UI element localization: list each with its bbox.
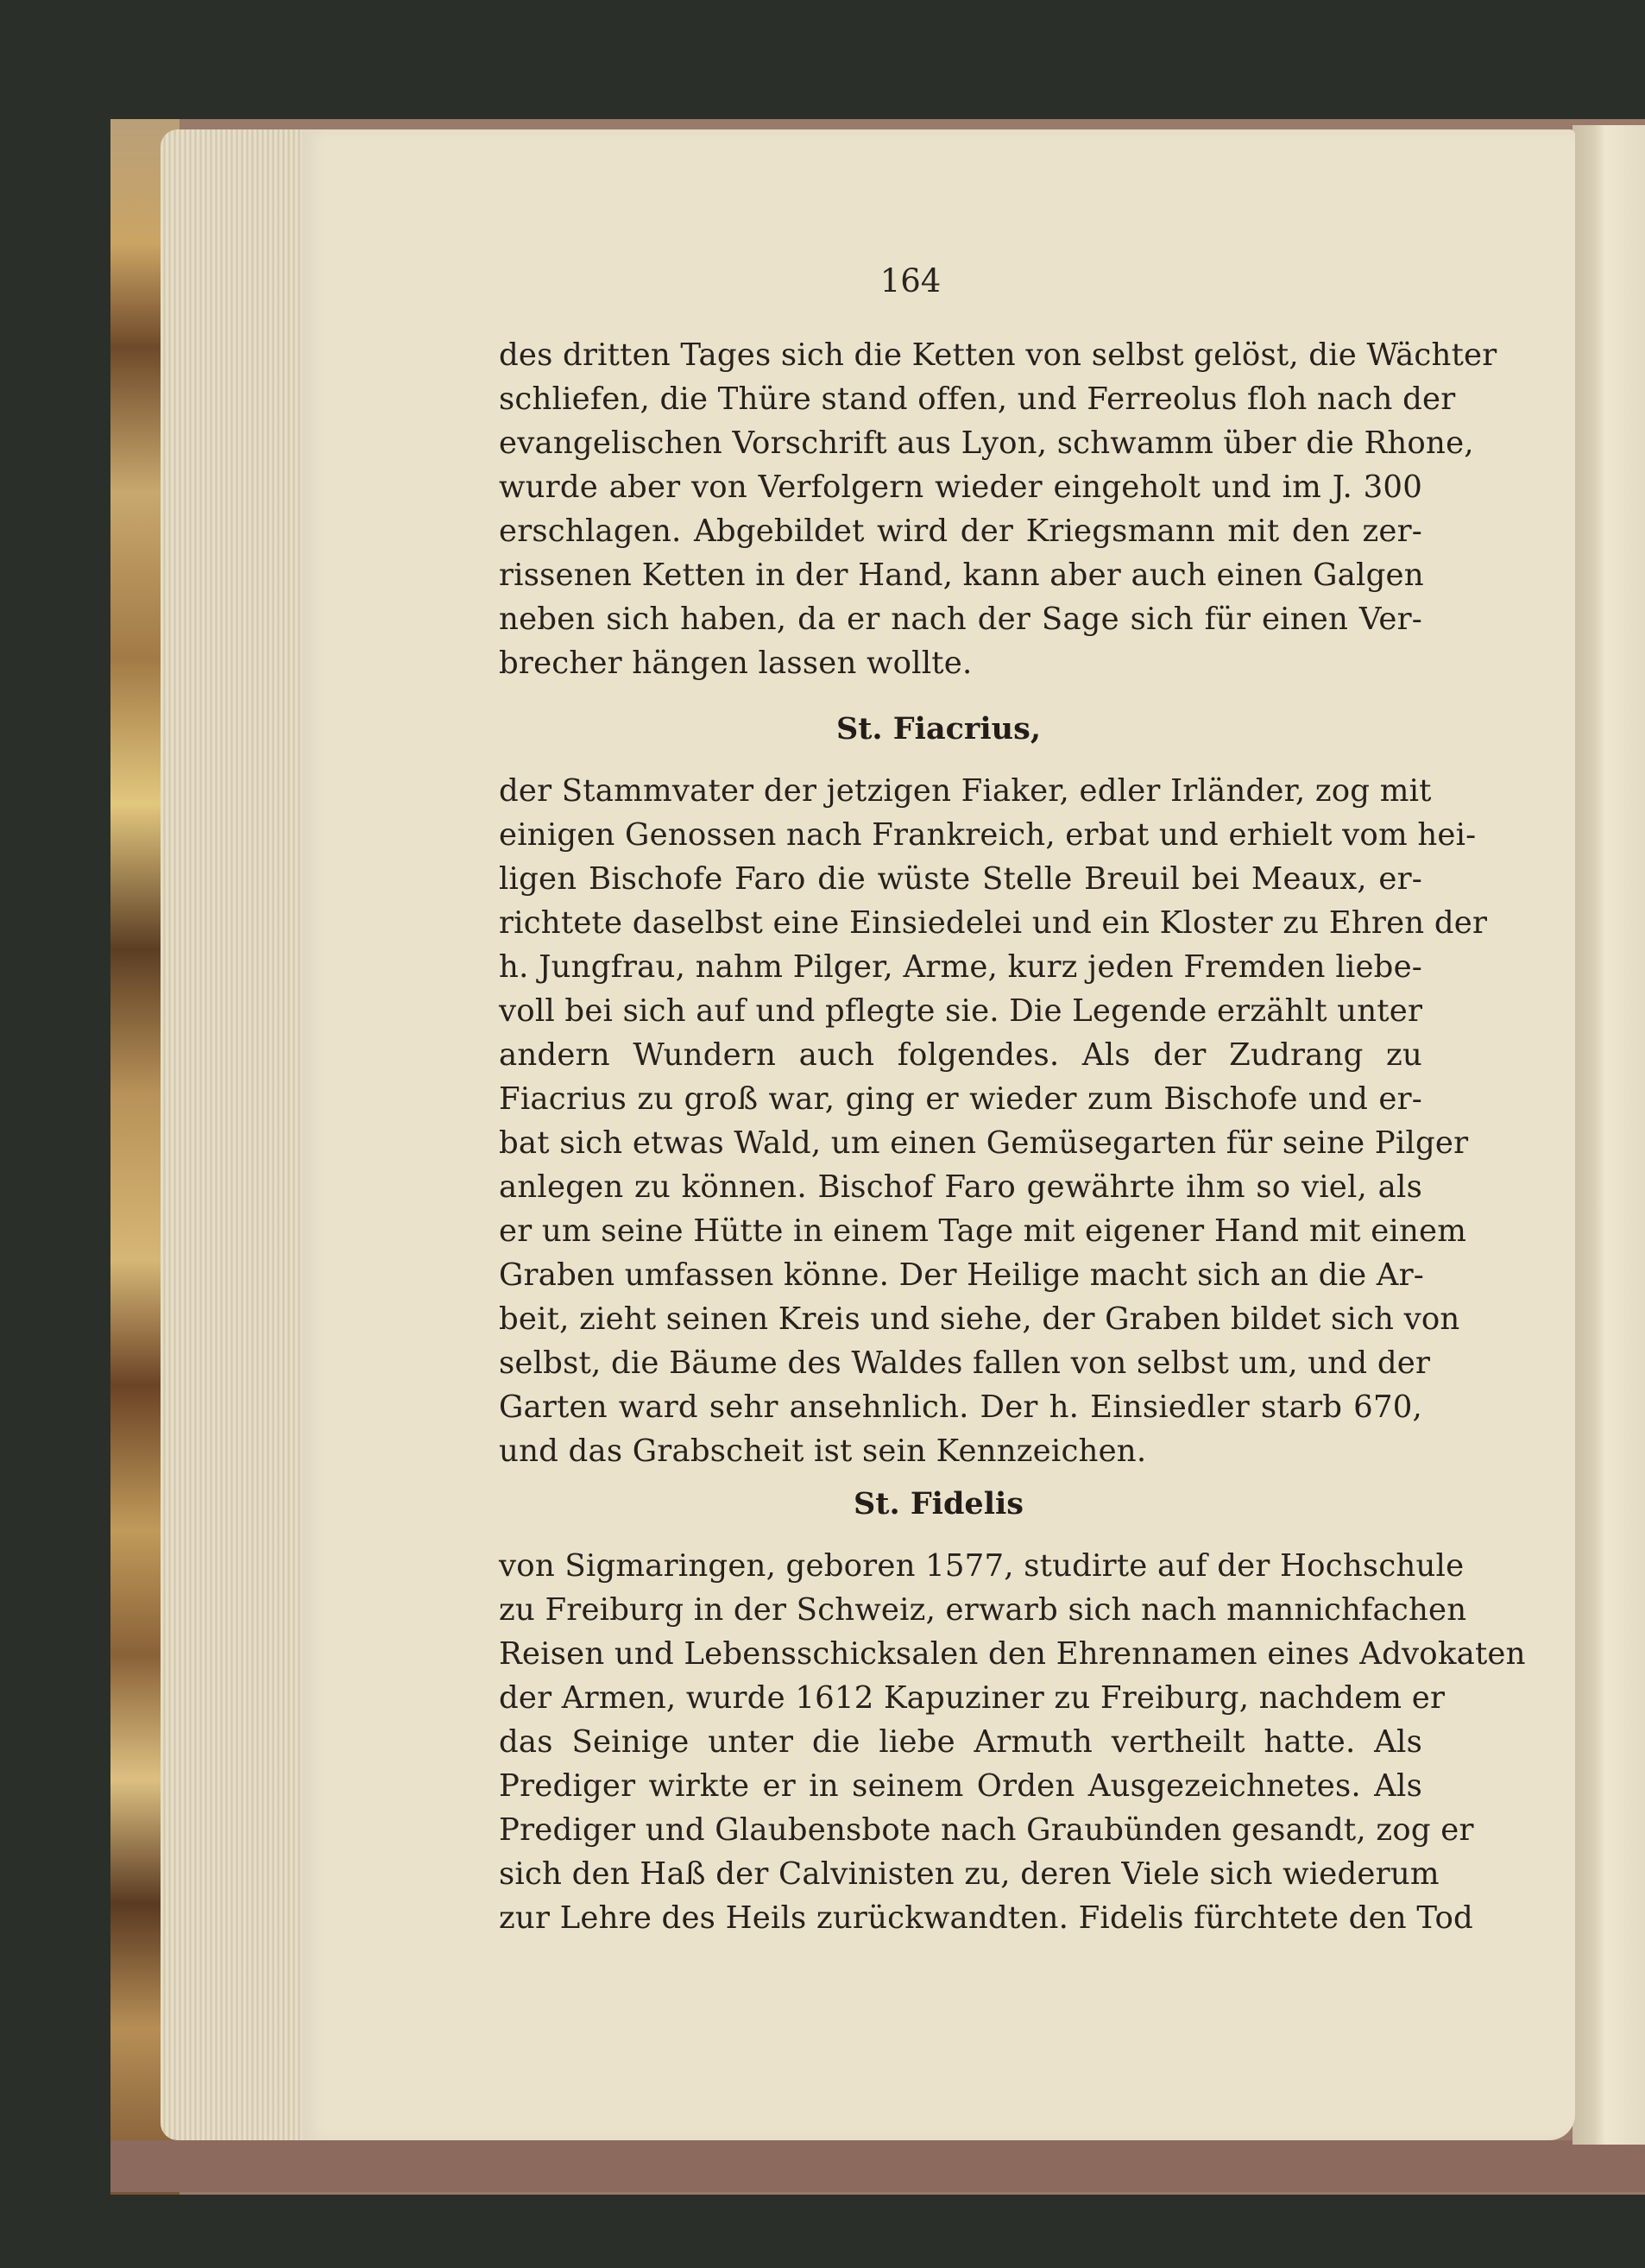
text-line: rissenen Ketten in der Hand, kann aber auch einen Galgen — [499, 558, 1424, 593]
text-line: h. Jungfrau, nahm Pilger, Arme, kurz jeden Fremden liebe- — [499, 949, 1422, 985]
text-line: zur Lehre des Heils zurückwandten. Fidelis fürchtete den Tod — [499, 1900, 1473, 1936]
text-line: Garten ward sehr ansehnlich. Der h. Einsiedler starb 670, — [499, 1389, 1422, 1425]
text-line: erschlagen. Abgebildet wird der Kriegsmann mit den zer- — [499, 513, 1422, 549]
text-line: der Armen, wurde 1612 Kapuziner zu Freiburg, nachdem er — [499, 1680, 1446, 1716]
text-line: andern Wundern auch folgendes. Als der Zudrang zu — [499, 1037, 1422, 1073]
text-line: er um seine Hütte in einem Tage mit eigener Hand mit einem — [499, 1213, 1467, 1249]
page-block-leaves — [161, 129, 307, 2140]
text-line: brecher hängen lassen wollte. — [499, 646, 973, 681]
text-line: evangelischen Vorschrift aus Lyon, schwamm über die Rhone, — [499, 425, 1474, 461]
text-line: zu Freiburg in der Schweiz, erwarb sich nach mannichfachen — [499, 1592, 1467, 1628]
text-line: das Seinige unter die liebe Armuth vertheilt hatte. Als — [499, 1724, 1422, 1760]
book-cover-bottom — [110, 2140, 1645, 2192]
text-line: Prediger wirkte er in seinem Orden Ausgezeichnetes. Als — [499, 1768, 1422, 1804]
heading-st-fidelis: St. Fidelis — [854, 1486, 1024, 1521]
text-line: Reisen und Lebensschicksalen den Ehrennamen eines Advokaten — [499, 1636, 1526, 1672]
facing-page-edge — [1573, 125, 1645, 2145]
text-line: selbst, die Bäume des Waldes fallen von selbst um, und der — [499, 1345, 1431, 1381]
text-line: bat sich etwas Wald, um einen Gemüsegarten für seine Pilger — [499, 1125, 1469, 1161]
paragraph-fidelis — [499, 1544, 1526, 1940]
text-line: Fiacrius zu groß war, ging er wieder zum Bischofe und er- — [499, 1081, 1422, 1117]
paragraph-ferreolus — [499, 333, 1497, 685]
text-line: der Stammvater der jetzigen Fiaker, edler Irländer, zog mit — [499, 773, 1432, 809]
text-line: neben sich haben, da er nach der Sage sich für einen Ver- — [499, 602, 1422, 637]
page-number: 164 — [879, 262, 942, 299]
text-line: Prediger und Glaubensbote nach Graubünden gesandt, zog er — [499, 1812, 1474, 1848]
text-line: richtete daselbst eine Einsiedelei und ein Kloster zu Ehren der — [499, 905, 1488, 941]
text-line: des dritten Tages sich die Ketten von selbst gelöst, die Wächter — [499, 337, 1497, 373]
text-line: von Sigmaringen, geboren 1577, studirte auf der Hochschule — [499, 1548, 1465, 1584]
heading-st-fiacrius: St. Fiacrius, — [835, 711, 1042, 747]
text-line: sich den Haß der Calvinisten zu, deren Viele sich wiederum — [499, 1856, 1440, 1892]
text-line: anlegen zu können. Bischof Faro gewährte ihm so viel, als — [499, 1169, 1422, 1205]
text-line: Graben umfassen könne. Der Heilige macht sich an die Ar- — [499, 1257, 1424, 1293]
text-line: schliefen, die Thüre stand offen, und Ferreolus floh nach der — [499, 381, 1456, 417]
text-line: ligen Bischofe Faro die wüste Stelle Breuil bei Meaux, er- — [499, 861, 1422, 897]
text-line: beit, zieht seinen Kreis und siehe, der Graben bildet sich von — [499, 1301, 1460, 1337]
text-line: einigen Genossen nach Frankreich, erbat und erhielt vom hei- — [499, 817, 1477, 853]
text-line: wurde aber von Verfolgern wieder eingeholt und im J. 300 — [499, 469, 1422, 505]
paragraph-fiacrius — [499, 769, 1488, 1473]
text-line: und das Grabscheit ist sein Kennzeichen. — [499, 1433, 1147, 1469]
text-line: voll bei sich auf und pflegte sie. Die Legende erzählt unter — [499, 993, 1423, 1029]
